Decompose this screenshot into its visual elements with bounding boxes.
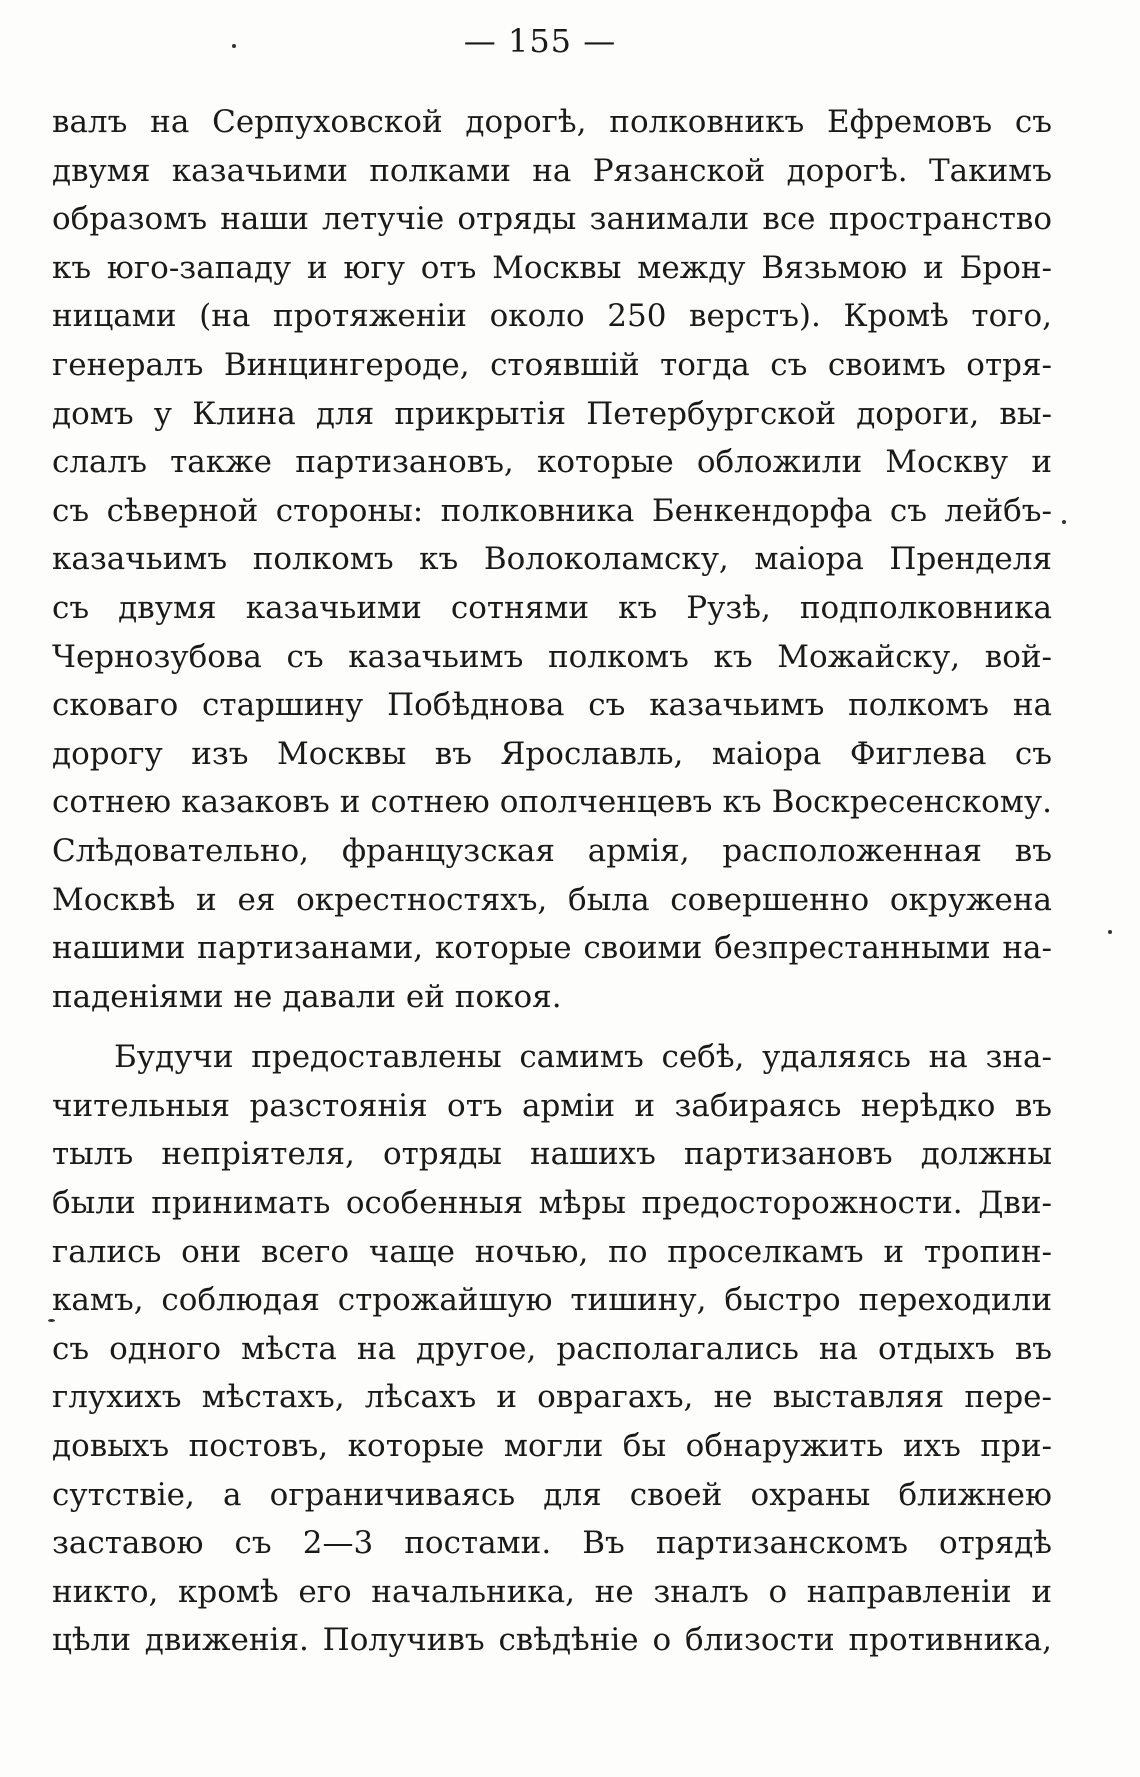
- text-line: двумя казачьими полками на Рязанской дорогѣ. Такимъ: [52, 152, 1052, 189]
- text-line: слалъ также партизановъ, которые обложили Москву и: [52, 444, 1052, 481]
- text-line: Слѣдовательно, французская армія, расположенная въ: [52, 832, 1052, 869]
- text-line: образомъ наши летучіе отряды занимали все пространство: [52, 201, 1052, 238]
- print-speck: [1062, 520, 1066, 524]
- text-line: генералъ Винцингероде, стоявшій тогда съ своимъ отря-: [52, 346, 1052, 383]
- text-line: съ сѣверной стороны: полковника Бенкендорфа съ лейбъ-: [52, 492, 1052, 529]
- page-number: — 155 —: [463, 22, 617, 60]
- paragraph-gap: [52, 1021, 1052, 1033]
- text-line: дорогу изъ Москвы въ Ярославль, маіора Фиглева съ: [52, 735, 1052, 772]
- text-line: домъ у Клина для прикрытія Петербургской дороги, вы-: [52, 395, 1052, 432]
- print-speck: [1108, 930, 1112, 934]
- text-line: заставою съ 2—3 постами. Въ партизанскомъ отрядѣ: [52, 1525, 1052, 1562]
- paragraph-1: [52, 98, 1052, 1021]
- text-line: Будучи предоставлены самимъ себѣ, удаляясь на зна-: [114, 1039, 1052, 1076]
- text-body: [52, 98, 1052, 1665]
- text-line: сутствіе, а ограничиваясь для своей охраны ближнею: [52, 1476, 1052, 1513]
- text-line: нашими партизанами, которые своими безпрестанными на-: [52, 930, 1052, 967]
- text-line: глухихъ мѣстахъ, лѣсахъ и оврагахъ, не выставляя пере-: [52, 1379, 1052, 1416]
- text-line: камъ, соблюдая строжайшую тишину, быстро переходили: [52, 1282, 1052, 1319]
- print-speck: [48, 1319, 55, 1322]
- text-line: Москвѣ и ея окрестностяхъ, была совершенно окружена: [52, 881, 1052, 918]
- text-line: довыхъ постовъ, которые могли бы обнаружить ихъ при-: [52, 1428, 1052, 1465]
- text-line: къ юго-западу и югу отъ Москвы между Вязьмою и Брон-: [52, 249, 1052, 286]
- text-line: были принимать особенныя мѣры предосторожности. Дви-: [52, 1185, 1052, 1222]
- print-speck: [232, 44, 236, 48]
- text-line: сковаго старшину Побѣднова съ казачьимъ полкомъ на: [52, 687, 1052, 724]
- text-line: чительныя разстоянія отъ арміи и забираясь нерѣдко въ: [52, 1087, 1052, 1124]
- text-line: сотнею казаковъ и сотнею ополченцевъ къ Воскресенскому.: [52, 784, 1052, 821]
- text-line: съ двумя казачьими сотнями къ Рузѣ, подполковника: [52, 589, 1052, 626]
- text-line: Чернозубова съ казачьимъ полкомъ къ Можайску, вой-: [52, 638, 1052, 675]
- text-line: тылъ непріятеля, отряды нашихъ партизановъ должны: [52, 1136, 1052, 1173]
- text-line: съ одного мѣста на другое, располагались на отдыхъ въ: [52, 1330, 1052, 1367]
- text-line: валъ на Серпуховской дорогѣ, полковникъ Ефремовъ съ: [52, 104, 1052, 140]
- text-line: никто, кромѣ его начальника, не зналъ о направленіи и: [52, 1573, 1052, 1610]
- text-line: казачьимъ полкомъ къ Волоколамску, маіора Пренделя: [52, 541, 1052, 578]
- text-line: гались они всего чаще ночью, по проселкамъ и тропин-: [52, 1233, 1052, 1270]
- text-line: паденіями не давали ей покоя.: [52, 978, 562, 1015]
- text-line: цѣли движенія. Получивъ свѣдѣніе о близости противника,: [52, 1622, 1052, 1659]
- paragraph-2: [52, 1033, 1052, 1665]
- text-line: ницами (на протяженіи около 250 верстъ). Кромѣ того,: [52, 298, 1052, 335]
